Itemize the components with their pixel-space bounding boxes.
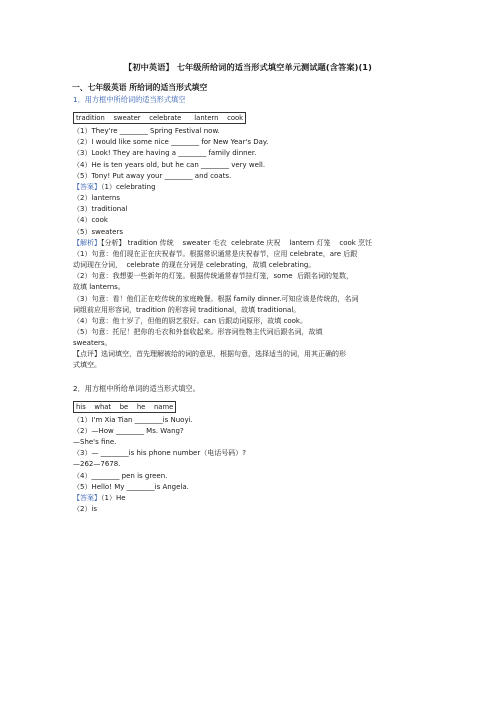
comment-line: 式填空。 — [73, 361, 101, 370]
analysis-line: （3）句意：看！他们正在吃传统的家庭晚餐。根据 family dinner.可知应该是传统的，名词 — [73, 294, 359, 303]
q1-item: （2）I would like some nice ________ for New Year's Day. — [73, 138, 269, 147]
q2-line: （5）Hello! My ________is Angela. — [73, 482, 189, 491]
analysis-line: （2）句意：我想要一些新年的灯笼。根据传统通常春节挂灯笼，some 后跟名词的复数， — [73, 272, 353, 281]
q1-answer: （1）celebrating — [101, 182, 156, 191]
question-1-word-box: tradition sweater celebrate lantern cook — [73, 112, 246, 124]
analysis-line: 词组前应用形容词，tradition 的形容词 traditional，故填 traditional。 — [73, 305, 301, 314]
q2-answer-row — [73, 493, 433, 504]
q2-line: （1）I'm Xia Tian ________is Nuoyi. — [73, 415, 193, 424]
q1-answer: （5）sweaters — [73, 227, 123, 236]
q1-item: （1）They're ________ Spring Festival now. — [73, 127, 220, 136]
question-2-word-box: his what be he name — [73, 401, 176, 413]
q1-item: （5）Tony! Put away your ________ and coats. — [73, 171, 232, 180]
q1-answer: （4）cook — [73, 216, 108, 225]
analysis-line: （4）句意：他十岁了，但他的厨艺很好。can 后跟动词原形，故填 cook。 — [73, 316, 307, 325]
section-heading: 一、七年级英语 所给词的适当形式填空 — [72, 83, 208, 92]
q2-answer: （2）is — [73, 505, 98, 513]
q1-analysis-row — [73, 238, 433, 249]
analysis-line: 故填 lanterns。 — [73, 283, 125, 292]
q2-line: （4）________ pen is green. — [73, 471, 168, 480]
q2-line: （2）—How ________ Ms. Wang? — [73, 426, 184, 435]
analysis-line: 【分析】 tradition 传统 sweater 毛衣 celebrate 庆祝 lantern 灯笼 cook 烹饪 — [101, 238, 373, 247]
analysis-line: （5）句意：托尼！把你的毛衣和外套收起来。形容词性物主代词后跟名词，故填 — [73, 327, 323, 336]
document-body — [73, 82, 433, 515]
analysis-tag: 【解析】 — [73, 238, 101, 247]
q2-line: —She's fine. — [73, 438, 117, 447]
q2-answer: （1）He — [101, 493, 126, 502]
q1-answer-row — [73, 182, 433, 193]
answer-tag: 【答案】 — [73, 493, 101, 502]
question-1-word-box-row — [73, 105, 433, 126]
q2-line: （3）— ________is his phone number（电话号码）? — [73, 449, 246, 458]
answer-tag: 【答案】 — [73, 182, 101, 191]
question-1-stem: 1．用方框中所给词的适当形式填空 — [73, 95, 186, 104]
q1-item: （3）Look! They are having a ________ family dinner. — [73, 149, 257, 158]
q1-item: （4）He is ten years old, but he can ________ very well. — [73, 160, 266, 169]
q1-answer: （3）traditional — [73, 205, 128, 214]
question-2-word-box-row — [73, 394, 433, 415]
comment-line: 【点评】选词填空，首先理解被给的词的意思，根据句意，选择适当的词，用其正确的形 — [73, 350, 346, 359]
question-2-stem: 2．用方框中所给单词的适当形式填空。 — [73, 383, 200, 393]
document-title: 【初中英语】 七年级所给词的适当形式填空单元测试题(含答案)(1) — [124, 62, 372, 72]
q2-line: —262—7678. — [73, 460, 121, 469]
spacer — [73, 372, 433, 383]
q1-answer: （2）lanterns — [73, 194, 121, 203]
analysis-line: 动词现在分词， celebrate 的现在分词是 celebrating，故填 celebrating。 — [73, 261, 316, 270]
analysis-line: （1）句意：他们现在正在庆祝春节。根据常识通常是庆祝春节，应用 celebrate，are 后跟 — [73, 249, 358, 258]
analysis-line: sweaters。 — [73, 339, 112, 348]
